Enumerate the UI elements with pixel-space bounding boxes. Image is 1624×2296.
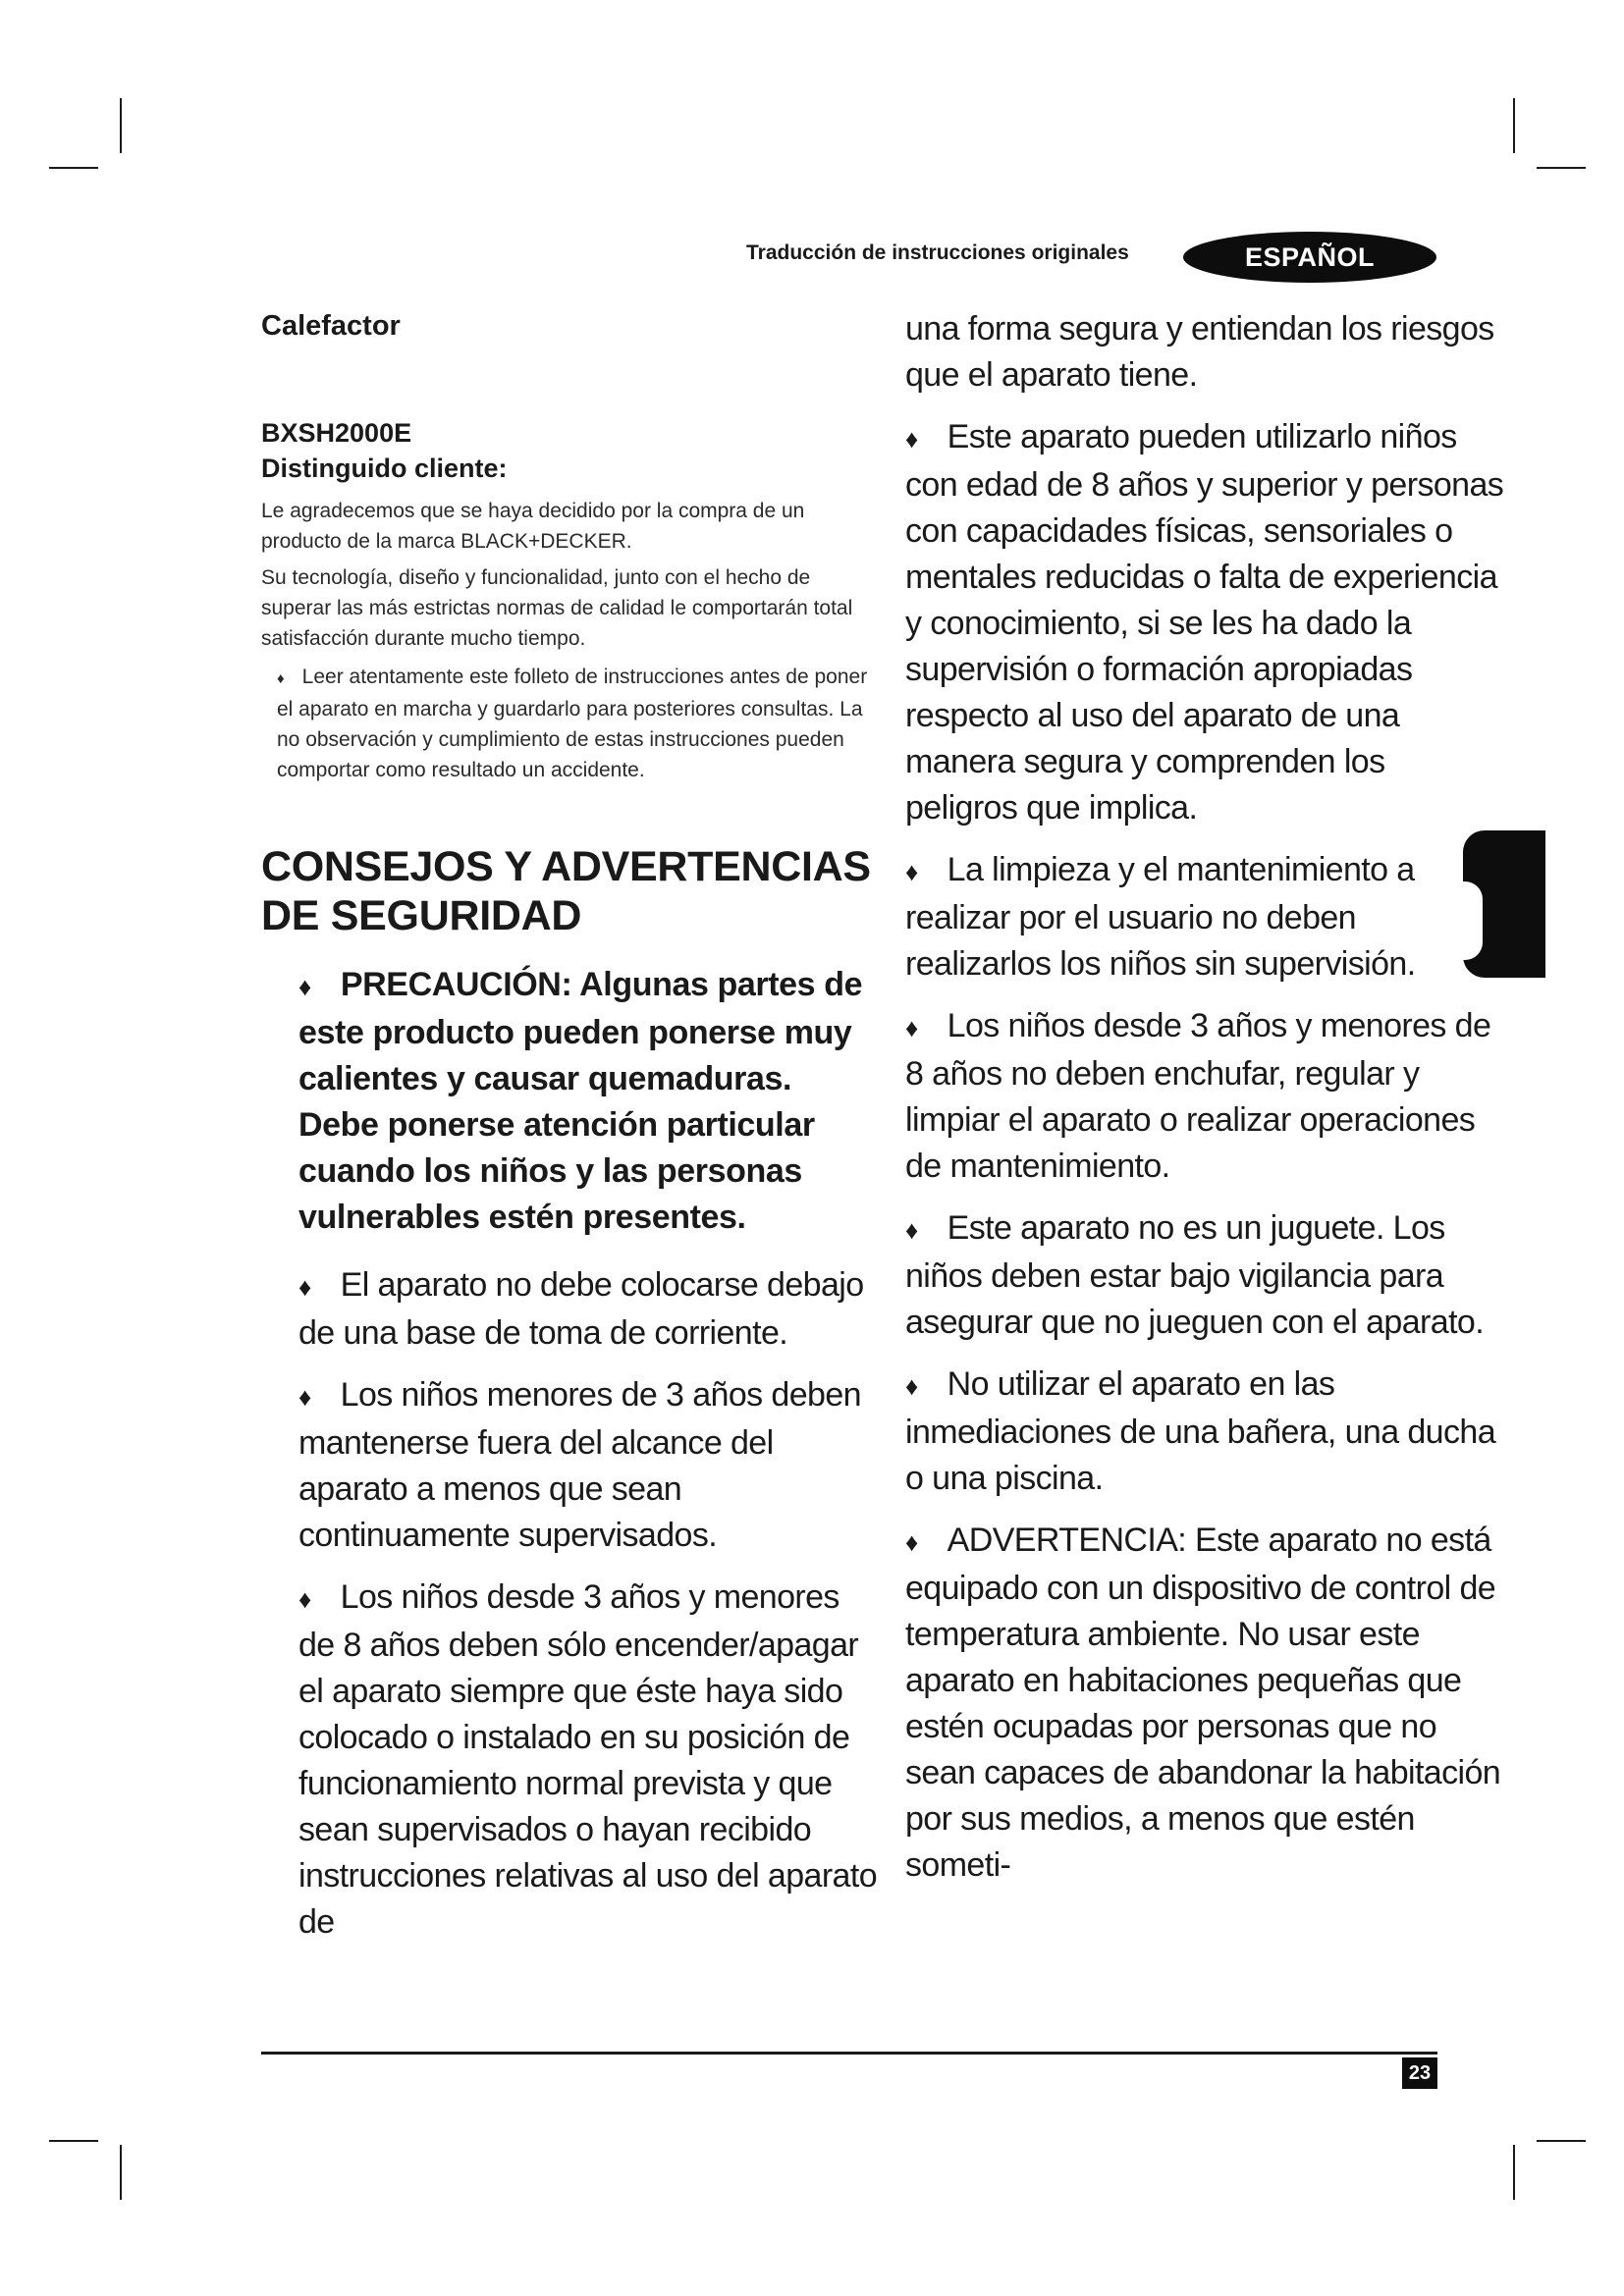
list-item-text: Los niños desde 3 años y menores de 8 años deben sólo encender/apagar el aparato siempre que éste haya sido colocado o instalado en su posición de funcionamiento normal prevista y que sean supervisados o hayan recibido instrucciones relativas al uso del aparato de (298, 1578, 878, 1941)
intro-paragraph: Le agradecemos que se haya decidido por la compra de un producto de la marca BLACK+DECKER. (261, 500, 805, 553)
list-item-text: Este aparato pueden utilizarlo niños con edad de 8 años y superior y personas con capacidades físicas, sensoriales o mentales reducidas o falta de experiencia y conocimiento, si se les ha dado la supervisión o formación apropiadas respecto al uso del aparato de una manera segura y comprenden los peligros que implica. (905, 418, 1504, 827)
list-item-text: El aparato no debe colocarse debajo de una base de toma de corriente. (298, 1266, 864, 1352)
crop-mark (1513, 2145, 1515, 2200)
list-item (298, 1262, 880, 1357)
diamond-bullet-icon: ♦ (905, 1013, 918, 1042)
caution-text: PRECAUCIÓN: Algunas partes de este producto pueden ponerse muy calientes y causar quemaduras. Debe ponerse atención particular cuando los niños y las personas vulnerables estén presentes. (298, 966, 863, 1236)
list-item (905, 1003, 1504, 1190)
crop-mark (49, 2140, 98, 2142)
list-item (905, 847, 1504, 988)
crop-mark (120, 98, 122, 153)
diamond-bullet-icon: ♦ (905, 1371, 918, 1401)
list-item-text: Este aparato no es un juguete. Los niños deben estar bajo vigilancia para asegurar que no jueguen con el aparato. (905, 1209, 1485, 1341)
side-tab-notch (1461, 881, 1483, 960)
footer-rule (261, 2052, 1437, 2055)
crop-mark (49, 167, 98, 169)
diamond-bullet-icon: ♦ (905, 1527, 918, 1557)
side-tab (1463, 830, 1545, 978)
translation-note: Traducción de instrucciones originales (746, 241, 1129, 264)
language-badge: ESPAÑOL (1183, 232, 1436, 283)
crop-mark (1537, 2140, 1586, 2142)
list-item (298, 1575, 880, 1946)
left-column (261, 304, 880, 1961)
continued-text: una forma segura y entiendan los riesgos que el aparato tiene. (905, 310, 1494, 394)
diamond-bullet-icon: ♦ (298, 1272, 311, 1302)
section-title: CONSEJOS Y ADVERTENCIAS DE SEGURIDAD (261, 843, 871, 939)
right-column (905, 306, 1504, 1904)
list-item-text: La limpieza y el mantenimiento a realizar por el usuario no deben realizarlos los niños sin supervisión. (905, 851, 1416, 983)
product-name: Calefactor (261, 310, 401, 342)
model-number: BXSH2000E (261, 418, 412, 448)
list-item-text: Los niños menores de 3 años deben mantenerse fuera del alcance del aparato a menos que sean continuamente supervisados. (298, 1376, 861, 1554)
diamond-bullet-icon: ♦ (905, 1215, 918, 1245)
diamond-bullet-icon: ♦ (298, 1382, 311, 1412)
list-item (905, 1205, 1504, 1346)
list-item (905, 1518, 1504, 1889)
crop-mark (1537, 167, 1586, 169)
diamond-bullet-icon: ♦ (905, 424, 918, 454)
list-item (905, 414, 1504, 831)
intro-note-text: Leer atentamente este folleto de instrucciones antes de poner el aparato en marcha y guardarlo para posteriores consultas. La no observación y cumplimiento de estas instrucciones pueden comportar como resultado un accidente. (277, 666, 868, 781)
crop-mark (1513, 98, 1515, 153)
list-item-text: ADVERTENCIA: Este aparato no está equipado con un dispositivo de control de temperatura ambiente. No usar este aparato en habitaciones pequeñas que estén ocupadas por personas que no sean capaces de abandonar la habitación por sus medios, a menos que estén someti- (905, 1522, 1501, 1884)
caution-item (298, 962, 880, 1241)
list-item-text: No utilizar el aparato en las inmediaciones de una bañera, una ducha o una piscina. (905, 1365, 1496, 1497)
crop-mark (120, 2145, 122, 2200)
diamond-bullet-icon: ♦ (298, 1584, 311, 1614)
intro-paragraph: Su tecnología, diseño y funcionalidad, junto con el hecho de superar las más estrictas normas de calidad le comportarán total satisfacción durante mucho tiempo. (261, 566, 853, 650)
list-item-text: Los niños desde 3 años y menores de 8 años no deben enchufar, regular y limpiar el aparato o realizar operaciones de mantenimiento. (905, 1007, 1491, 1185)
list-item (298, 1372, 880, 1559)
diamond-bullet-icon: ♦ (298, 972, 311, 1001)
intro-note (277, 662, 880, 785)
diamond-bullet-icon: ♦ (277, 670, 285, 687)
list-item (905, 1362, 1504, 1502)
page-number: 23 (1402, 2057, 1437, 2089)
diamond-bullet-icon: ♦ (905, 857, 918, 886)
greeting: Distinguido cliente: (261, 454, 508, 483)
